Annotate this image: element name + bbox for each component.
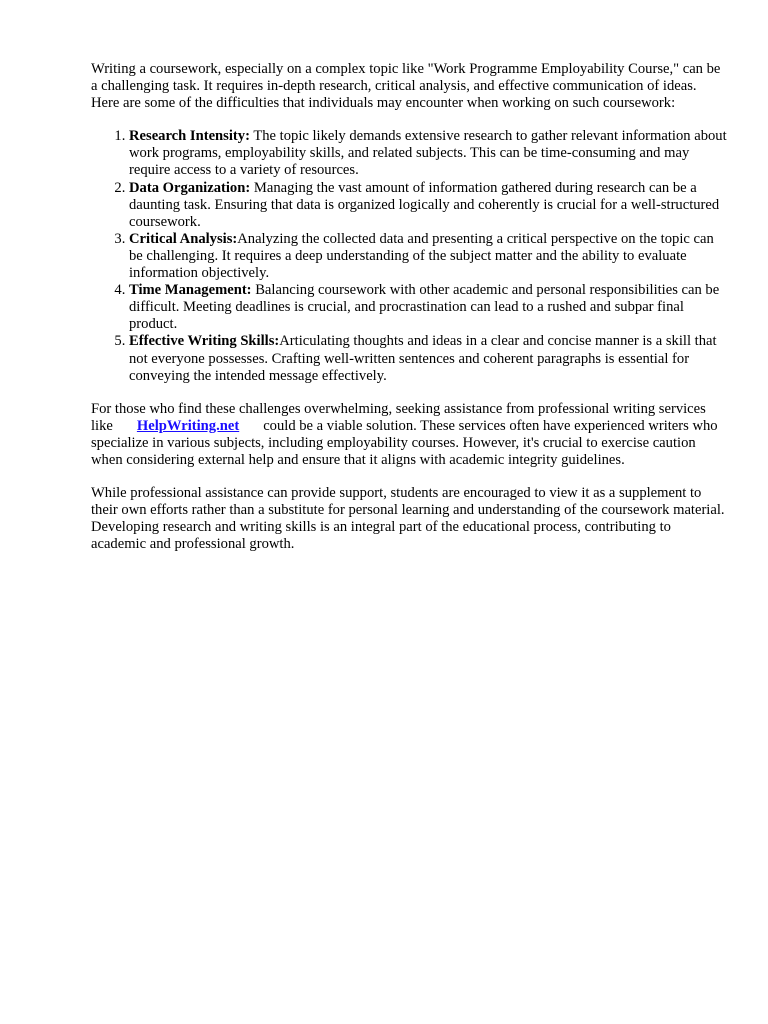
document-page [91,61,727,569]
list-item-term: Time Management: [129,282,252,299]
assistance-paragraph [91,401,727,469]
list-item [129,282,727,333]
assistance-text-after: could be a viable solution. These services often have experienced writers who specialize in various subjects, including employability courses. However, it's crucial to exercise caution when considering external help and ensure that it aligns with academic integrity guidelines. [91,417,718,468]
assistance-text-before: For those who find these challenges overwhelming, seeking assistance from professional writing services like [91,400,706,434]
list-item [129,128,727,179]
helpwriting-link[interactable]: HelpWriting.net [136,417,240,434]
intro-paragraph: Writing a coursework, especially on a complex topic like "Work Programme Employability Course," can be a challenging task. It requires in-depth research, critical analysis, and effective communication of ideas. Here are some of the difficulties that individuals may encounter when working on such coursework: [91,61,721,112]
list-item-term: Critical Analysis: [129,230,238,247]
difficulties-list [91,128,727,384]
list-item [129,231,727,282]
list-item [129,180,727,231]
closing-paragraph: While professional assistance can provide support, students are encouraged to view it as a supplement to their own efforts rather than a substitute for personal learning and understanding of the coursework material. Developing research and writing skills is an integral part of the educational process, contributing to academic and professional growth. [91,485,725,553]
list-item-text: The topic likely demands extensive research to gather relevant information about work programs, employability skills, and related subjects. This can be time-consuming and may require access to a variety of resources. [129,128,727,179]
list-item-term: Effective Writing Skills: [129,333,280,350]
list-item-text: Articulating thoughts and ideas in a clear and concise manner is a skill that not everyone possesses. Crafting well-written sentences and coherent paragraphs is essential for conveying the intended message effectively. [129,333,717,384]
list-item [129,333,727,384]
list-item-term: Research Intensity: [129,128,250,145]
list-item-text: Managing the vast amount of information gathered during research can be a daunting task. Ensuring that data is organized logically and coherently is crucial for a well-structured coursework. [129,179,720,230]
list-item-text: Balancing coursework with other academic and personal responsibilities can be difficult. Meeting deadlines is crucial, and procrastination can lead to a rushed and subpar final product. [129,282,720,333]
list-item-text: Analyzing the collected data and presenting a critical perspective on the topic can be challenging. It requires a deep understanding of the subject matter and the ability to evaluate information objectively. [129,230,714,282]
list-item-term: Data Organization: [129,179,251,196]
